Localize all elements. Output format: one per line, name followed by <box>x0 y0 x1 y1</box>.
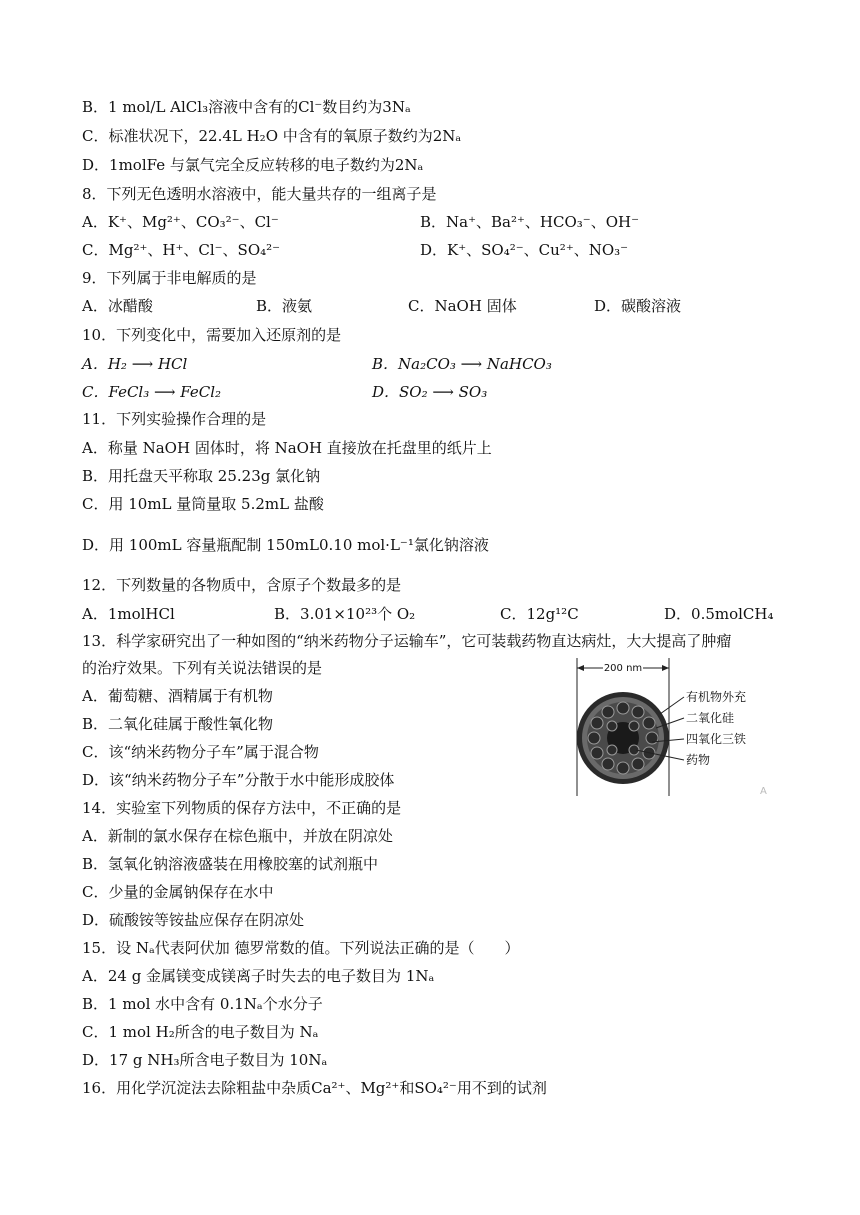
label-fe3o4: 四氧化三铁 <box>686 732 747 746</box>
q15-option-a: A．24 g 金属镁变成镁离子时失去的电子数目为 1Nₐ <box>82 967 435 985</box>
q15-option-b: B．1 mol 水中含有 0.1Nₐ个水分子 <box>82 995 323 1013</box>
q13-stem-line2: 的治疗效果。下列有关说法错误的是 <box>82 659 323 677</box>
q8-option-c: C．Mg²⁺、H⁺、Cl⁻、SO₄²⁻ <box>82 241 281 259</box>
q9-option-c: C．NaOH 固体 <box>408 297 517 315</box>
nano-carrier-figure <box>572 656 782 798</box>
q10-option-c: C．FeCl₃ ⟶ FeCl₂ <box>82 383 222 401</box>
label-silica: 二氧化硅 <box>686 711 735 725</box>
q14-option-c: C．少量的金属钠保存在水中 <box>82 883 274 901</box>
q14-option-a: A．新制的氯水保存在棕色瓶中，并放在阴凉处 <box>82 827 393 845</box>
q12-stem: 12．下列数量的各物质中，含原子个数最多的是 <box>82 576 402 594</box>
q16-stem: 16．用化学沉淀法去除粗盐中杂质Ca²⁺、Mg²⁺和SO₄²⁻用不到的试剂 <box>82 1079 547 1097</box>
q13-option-b: B．二氧化硅属于酸性氧化物 <box>82 715 274 733</box>
q11-option-c: C．用 10mL 量筒量取 5.2mL 盐酸 <box>82 495 324 513</box>
label-organic-shell: 有机物外充 <box>686 690 747 704</box>
q14-option-d: D．硫酸铵等铵盐应保存在阴凉处 <box>82 911 305 929</box>
q15-option-d: D．17 g NH₃所含电子数目为 10Nₐ <box>82 1051 328 1069</box>
q15-stem: 15．设 Nₐ代表阿伏加 德罗常数的值。下列说法正确的是（ ） <box>82 939 520 957</box>
q12-option-c: C．12g¹²C <box>500 605 579 623</box>
q13-option-c: C．该“纳米药物分子车”属于混合物 <box>82 743 319 761</box>
q10-option-d: D．SO₂ ⟶ SO₃ <box>372 383 488 401</box>
q13-option-a: A．葡萄糖、酒精属于有机物 <box>82 687 273 705</box>
scale-label: 200 nm <box>603 663 643 674</box>
nanoparticle <box>577 692 669 784</box>
q13-option-d: D．该“纳米药物分子车”分散于水中能形成胶体 <box>82 771 395 789</box>
q11-option-d: D．用 100mL 容量瓶配制 150mL0.10 mol·L⁻¹氯化钠溶液 <box>82 536 489 554</box>
q10-option-b: B．Na₂CO₃ ⟶ NaHCO₃ <box>372 355 552 373</box>
q9-option-d: D．碳酸溶液 <box>594 297 682 315</box>
q8-option-b: B．Na⁺、Ba²⁺、HCO₃⁻、OH⁻ <box>420 213 639 231</box>
q8-option-a: A．K⁺、Mg²⁺、CO₃²⁻、Cl⁻ <box>82 213 279 231</box>
q8-stem: 8．下列无色透明水溶液中，能大量共存的一组离子是 <box>82 185 437 203</box>
q10-stem: 10．下列变化中，需要加入还原剂的是 <box>82 326 342 344</box>
q12-option-d: D．0.5molCH₄ <box>664 605 774 623</box>
q7-option-d: D．1molFe 与氯气完全反应转移的电子数约为2Nₐ <box>82 156 424 174</box>
q10-option-a: A．H₂ ⟶ HCl <box>82 355 188 373</box>
q14-option-b: B．氢氧化钠溶液盛装在用橡胶塞的试剂瓶中 <box>82 855 379 873</box>
q11-option-b: B．用托盘天平称取 25.23g 氯化钠 <box>82 467 321 485</box>
q11-option-a: A．称量 NaOH 固体时，将 NaOH 直接放在托盘里的纸片上 <box>82 439 492 457</box>
q8-option-d: D．K⁺、SO₄²⁻、Cu²⁺、NO₃⁻ <box>420 241 629 259</box>
figure-corner-mark: A <box>760 786 767 797</box>
label-drug: 药物 <box>686 753 711 767</box>
q7-option-c: C．标准状况下，22.4L H₂O 中含有的氧原子数约为2Nₐ <box>82 127 462 145</box>
q9-stem: 9．下列属于非电解质的是 <box>82 269 257 287</box>
q9-option-b: B．液氨 <box>256 297 313 315</box>
q14-stem: 14．实验室下列物质的保存方法中，不正确的是 <box>82 799 402 817</box>
q13-stem-line1: 13．科学家研究出了一种如图的“纳米药物分子运输车”，它可装载药物直达病灶，大大提高了肿瘤 <box>82 632 732 650</box>
q9-option-a: A．冰醋酸 <box>82 297 153 315</box>
q15-option-c: C．1 mol H₂所含的电子数目为 Nₐ <box>82 1023 319 1041</box>
q7-option-b: B．1 mol/L AlCl₃溶液中含有的Cl⁻数目约为3Nₐ <box>82 98 411 116</box>
q11-stem: 11．下列实验操作合理的是 <box>82 410 267 428</box>
q12-option-b: B．3.01×10²³个 O₂ <box>274 605 416 623</box>
q12-option-a: A．1molHCl <box>82 605 175 623</box>
